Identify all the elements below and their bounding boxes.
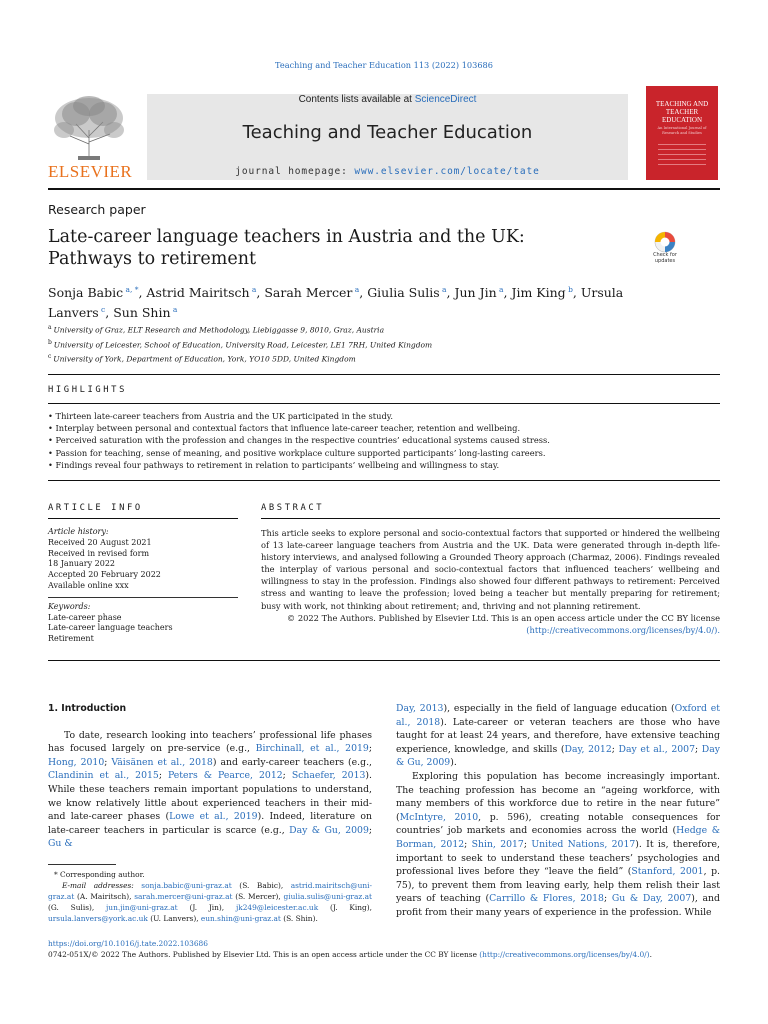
affiliation bbox=[48, 322, 720, 337]
citation-link[interactable]: Carrillo & Flores, 2018 bbox=[489, 893, 604, 905]
affiliation-text: University of Graz, ELT Research and Methodology, Liebiggasse 9, 8010, Graz, Austria bbox=[53, 325, 385, 335]
citation-link[interactable]: Day & Gu, 2009 bbox=[289, 824, 369, 836]
history-entry: Accepted 20 February 2022 bbox=[48, 570, 161, 580]
author-affiliation-marker[interactable]: a bbox=[496, 285, 504, 294]
highlights-bottom-rule bbox=[48, 480, 720, 481]
author-affiliation-marker[interactable]: a bbox=[439, 285, 447, 294]
keywords-list bbox=[48, 613, 238, 645]
highlight-item: • Perceived saturation with the profession and changes in the respective countries’ educational systems caused stress. bbox=[48, 435, 550, 446]
journal-homepage: journal homepage: www.elsevier.com/locate/tate bbox=[235, 166, 540, 177]
citation-link[interactable]: Shin, 2017 bbox=[471, 838, 524, 850]
header-divider bbox=[48, 188, 720, 190]
author-affiliation-marker[interactable]: a bbox=[352, 285, 360, 294]
abstract-heading: ABSTRACT bbox=[261, 503, 325, 513]
highlight-item: • Interplay between personal and contextual factors that influence late-career teacher, retention and wellbeing. bbox=[48, 423, 521, 434]
author-name[interactable]: Sonja Babic bbox=[48, 285, 124, 301]
citation-link[interactable]: United Nations, 2017 bbox=[531, 838, 636, 850]
history-entry: 18 January 2022 bbox=[48, 559, 116, 569]
abstract-text: This article seeks to explore personal and socio-contextual factors that supported or hindered the wellbeing of 13 late-career language teachers from Austria and the UK. Data were generated through in-depth life-history interviews, and analysed following a Grounded Theory approach (Charmaz, 2006). Findings revealed the interplay of various personal and socio-contextual factors that influenced teachers’ wellbeing and willingness to stay in the profession. Findings also showed four different pathways to retirement: Perceived stress and wanting to leave the profession; loved being a teacher but mentally preparing for retirement; busy with work, not thinking about retirement; and, thriving and not planning retirement. bbox=[261, 528, 720, 611]
footer-license-link[interactable]: (http://creativecommons.org/licenses/by/4.0/) bbox=[479, 950, 650, 959]
highlights-heading: HIGHLIGHTS bbox=[48, 385, 127, 395]
affiliation bbox=[48, 351, 720, 366]
tree-icon bbox=[48, 94, 130, 162]
affiliation-marker: b bbox=[48, 338, 54, 346]
cover-subtitle: An International Journal of Research and Studies bbox=[657, 126, 707, 135]
cover-decoration bbox=[658, 144, 706, 169]
contents-line: Contents lists available at ScienceDirect bbox=[298, 94, 477, 105]
journal-cover-thumbnail[interactable] bbox=[646, 86, 718, 180]
journal-citation[interactable]: Teaching and Teacher Education 113 (2022) 103686 bbox=[275, 60, 493, 70]
email-link[interactable]: sonja.babic@uni-graz.at bbox=[141, 881, 232, 890]
cover-title: TEACHING AND TEACHER EDUCATION bbox=[655, 100, 709, 124]
author-name[interactable]: Sarah Mercer bbox=[264, 285, 353, 301]
footnote bbox=[48, 869, 372, 924]
article-title: Late-career language teachers in Austria and the UK: Pathways to retirement bbox=[48, 227, 525, 269]
citation-link[interactable]: Stanford, 2001 bbox=[631, 866, 704, 878]
citation-link[interactable]: Birchinall, et al., 2019 bbox=[255, 743, 369, 755]
citation-link[interactable]: Oxford et al., 2018 bbox=[396, 703, 720, 728]
front-matter-bottom-rule bbox=[48, 660, 720, 661]
citation-link[interactable]: Hong, 2010 bbox=[48, 756, 105, 768]
history-entry: Received in revised form bbox=[48, 548, 150, 558]
author-affiliation-marker[interactable]: c bbox=[98, 305, 106, 315]
history-entry: Received 20 August 2021 bbox=[48, 537, 152, 547]
citation-link[interactable]: Gu & Day, 2007 bbox=[611, 893, 692, 905]
author-name[interactable]: Astrid Mairitsch bbox=[146, 285, 250, 301]
article-info-heading: ARTICLE INFO bbox=[48, 503, 143, 513]
author-name[interactable]: Giulia Sulis bbox=[367, 285, 440, 301]
author-name[interactable]: Jim King bbox=[511, 285, 566, 301]
article-type: Research paper bbox=[48, 202, 146, 217]
affiliation-marker: c bbox=[48, 353, 54, 360]
highlights-list bbox=[48, 410, 720, 471]
abstract-license: © 2022 The Authors. Published by Elsevier Ltd. This is an open access article under the CC BY license (http://creativecommons.org/licenses/by/4.0/). bbox=[286, 612, 720, 635]
journal-masthead bbox=[147, 94, 628, 180]
article-info-rule bbox=[48, 518, 238, 519]
email-label: E-mail addresses: bbox=[62, 881, 142, 890]
corresponding-author-note: * Corresponding author. bbox=[54, 870, 145, 879]
elsevier-logo[interactable] bbox=[48, 94, 133, 182]
citation-link[interactable]: Day, 2013 bbox=[396, 703, 444, 714]
citation-link[interactable]: Day, 2012 bbox=[564, 743, 612, 755]
abstract-rule bbox=[261, 518, 720, 519]
page-footer: https://doi.org/10.1016/j.tate.2022.103686 0742-051X/© 2022 The Authors. Published by Elsevier Ltd. This is an open access article under the CC BY license (http://creativecommons.org/licenses/by/4.0/). bbox=[48, 939, 652, 959]
citation-link[interactable]: Peters & Pearce, 2012 bbox=[167, 770, 283, 782]
author-name[interactable]: Ursula Lanvers bbox=[48, 285, 624, 321]
citation-link[interactable]: Day & Gu, 2009 bbox=[396, 743, 720, 769]
keyword[interactable]: Retirement bbox=[48, 634, 94, 644]
affiliation-marker: a bbox=[48, 324, 54, 331]
author-affiliation-marker[interactable]: a bbox=[170, 305, 178, 315]
body-column-left bbox=[48, 702, 372, 851]
body-paragraph: Exploring this population has become increasingly important. The teaching profession has become an “ageing workforce, with many members of this workforce due to retire in the near future” (McIntyre, 2010, p. 596), creating notable consequences for countries’ job markets and economies across the world (Hedge & Borman, 2012; Shin, 2017; United Nations, 2017). It is, therefore, important to seek to understand these teachers’ psychologies and professional lives before they “leave the field” (Stanford, 2001, p. 75), to prevent them from leaving early, help them relish their last years of teaching (Carrillo & Flores, 2018; Gu & Day, 2007), and profit from their many years of experience in the profession. While bbox=[396, 770, 721, 918]
body-column-right bbox=[396, 702, 720, 920]
keyword[interactable]: Late-career phase bbox=[48, 612, 122, 622]
citation-link[interactable]: Väisänen et al., 2018 bbox=[111, 756, 213, 768]
article-info-divider bbox=[48, 597, 238, 598]
email-link[interactable]: giulia.sulis@uni-graz.at bbox=[283, 892, 372, 901]
author-affiliation-marker[interactable]: a, * bbox=[123, 285, 139, 294]
citation-link[interactable]: Hedge & Borman, 2012 bbox=[396, 825, 720, 850]
elsevier-wordmark: ELSEVIER bbox=[48, 162, 133, 181]
citation-link[interactable]: Gu & bbox=[48, 838, 73, 850]
affiliation-list bbox=[48, 322, 720, 366]
citation-link[interactable]: Lowe et al., 2019 bbox=[169, 811, 258, 823]
citation-link[interactable]: Schaefer, 2013 bbox=[291, 770, 366, 782]
author-affiliation-marker[interactable]: a bbox=[249, 285, 257, 294]
doi-link[interactable]: https://doi.org/10.1016/j.tate.2022.103686 bbox=[48, 939, 208, 948]
email-link[interactable]: eun.shin@uni-graz.at bbox=[200, 914, 281, 923]
article-info-panel bbox=[48, 527, 238, 645]
body-paragraph: Day, 2013), especially in the field of language education (Oxford et al., 2018). Late-career or veteran teachers are those who have taught for at least 24 years, and therefore, have extensive teaching experience, knowledge, and skills (Day, 2012; Day et al., 2007; Day & Gu, 2009). bbox=[396, 703, 720, 769]
email-link[interactable]: sarah.mercer@uni-graz.at bbox=[134, 892, 233, 901]
author-affiliation-marker[interactable]: b bbox=[565, 285, 573, 294]
sciencedirect-link[interactable]: ScienceDirect bbox=[414, 94, 477, 105]
author-name[interactable]: Jun Jin bbox=[454, 285, 497, 301]
journal-title: Teaching and Teacher Education bbox=[242, 122, 533, 143]
email-link[interactable]: astrid.mairitsch@uni-graz.at bbox=[48, 881, 372, 901]
email-link[interactable]: jun.jin@uni-graz.at bbox=[106, 903, 178, 912]
section-heading-introduction: 1. Introduction bbox=[48, 703, 127, 714]
history-entry: Available online xxx bbox=[48, 580, 129, 590]
author-name[interactable]: Sun Shin bbox=[113, 305, 171, 321]
keyword[interactable]: Late-career language teachers bbox=[48, 623, 173, 633]
highlight-item: • Thirteen late-career teachers from Austria and the UK participated in the study. bbox=[48, 411, 393, 421]
issn-text: 0742-051X/© 2022 The Authors. Published by Elsevier Ltd. This is an open access article under the CC BY license bbox=[48, 950, 480, 959]
affiliation bbox=[48, 337, 720, 352]
highlight-item: • Passion for teaching, sense of meaning, and positive workplace culture supported participants’ long-lasting careers. bbox=[48, 447, 546, 458]
citation-link[interactable]: Day et al., 2007 bbox=[618, 743, 695, 755]
citation-link[interactable]: McIntyre, 2010 bbox=[399, 811, 479, 823]
affiliation-text: University of York, Department of Education, York, YO10 5DD, United Kingdom bbox=[53, 354, 356, 364]
highlight-item: • Findings reveal four pathways to retirement in relation to participants’ wellbeing and willingness to stay. bbox=[48, 459, 500, 470]
footnote-rule bbox=[48, 864, 116, 865]
abstract-license-link[interactable]: (http://creativecommons.org/licenses/by/4.0/). bbox=[526, 624, 720, 635]
highlights-top-rule bbox=[48, 374, 720, 375]
author-list: Sonja Babic $^{a, *}$, Astrid Mairitsch $^a$, Sarah Mercer $^a$, Giulia Sulis $^a$, Jun Jin $^a$, Jim King $^b$, Ursula Lanvers $^c$, Sun Shin $^a$ bbox=[48, 285, 624, 321]
check-for-updates-label: Check for updates bbox=[653, 252, 677, 264]
history-list bbox=[48, 538, 238, 592]
abstract-panel bbox=[261, 527, 720, 636]
affiliation-text: University of Leicester, School of Education, University Road, Leicester, LE1 7RH, United Kingdom bbox=[53, 340, 433, 349]
history-label: Article history: bbox=[48, 527, 109, 536]
check-for-updates-badge[interactable] bbox=[646, 230, 684, 268]
body-paragraph: To date, research looking into teachers’ professional life phases has focused largely on pre-service (e.g., Birchinall, et al., 2019; Hong, 2010; Väisänen et al., 2018) and early-career teachers (e.g., Clandinin et al., 2015; Peters & Pearce, 2012; Schaefer, 2013). While these teachers remain important populations to understand, we know relatively little about experienced teachers in their mid- and late-career phases (Lowe et al., 2019). Indeed, literature on late-career teachers in particular is scarce (e.g., Day & Gu, 2009; Gu & bbox=[48, 729, 373, 850]
email-link[interactable]: jk249@leicester.ac.uk bbox=[235, 903, 319, 912]
homepage-link[interactable]: www.elsevier.com/locate/tate bbox=[354, 166, 540, 177]
citation-link[interactable]: Clandinin et al., 2015 bbox=[48, 770, 159, 782]
keywords-label: Keywords: bbox=[48, 601, 91, 611]
email-addresses: E-mail addresses: sonja.babic@uni-graz.at (S. Babic), astrid.mairitsch@uni-graz.at (A. Mairitsch), sarah.mercer@uni-graz.at (S. Mercer), giulia.sulis@uni-graz.at (G. Sulis), jun.jin@uni-graz.at (J. Jin), jk249@leicester.ac.uk (J. King), ursula.lanvers@york.ac.uk (U. Lanvers), eun.shin@uni-graz.at (S. Shin). bbox=[48, 881, 372, 923]
email-link[interactable]: ursula.lanvers@york.ac.uk bbox=[48, 914, 148, 923]
crossmark-icon bbox=[646, 230, 684, 254]
highlights-divider bbox=[48, 403, 720, 404]
